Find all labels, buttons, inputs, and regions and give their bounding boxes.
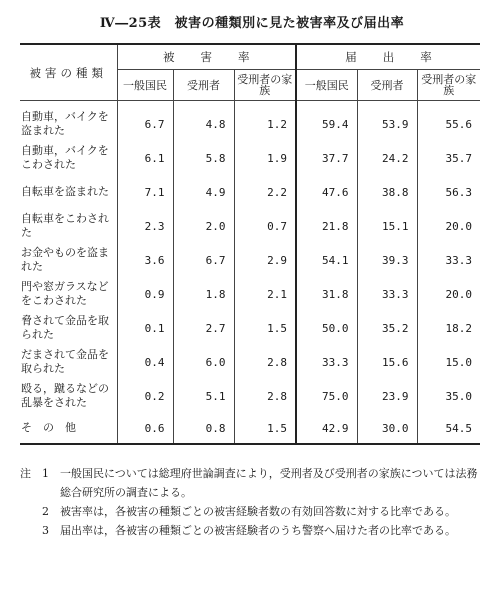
cell-value: 39.3 <box>357 243 417 277</box>
table-row <box>20 413 480 444</box>
cell-value: 2.1 <box>234 277 296 311</box>
cell-value: 35.0 <box>417 379 480 413</box>
cell-value: 3.6 <box>117 243 173 277</box>
cell-value: 54.1 <box>296 243 357 277</box>
cell-value: 2.8 <box>234 379 296 413</box>
cell-value: 1.9 <box>234 141 296 175</box>
table-row <box>20 101 480 142</box>
col-header-kind: 被害の種類 <box>20 44 117 101</box>
cell-value: 75.0 <box>296 379 357 413</box>
cell-value: 2.0 <box>173 209 234 243</box>
table-row <box>20 141 480 175</box>
note-text: 届出率は，各被害の種類ごとの被害経験者のうち警察へ届けた者の比率である。 <box>60 524 456 537</box>
note-text: 一般国民については総理府世論調査により，受刑者及び受刑者の家族については法務総合研究所の調査による。 <box>60 467 478 499</box>
note-number: 3 <box>42 524 49 537</box>
cell-value: 6.0 <box>173 345 234 379</box>
cell-value: 6.7 <box>173 243 234 277</box>
table-row <box>20 209 480 243</box>
cell-value: 2.7 <box>173 311 234 345</box>
cell-value: 4.8 <box>173 101 234 142</box>
cell-value: 59.4 <box>296 101 357 142</box>
cell-value: 2.8 <box>234 345 296 379</box>
note-text: 被害率は，各被害の種類ごとの被害経験者数の有効回答数に対する比率である。 <box>60 505 456 518</box>
table-notes <box>20 464 480 540</box>
cell-value: 0.2 <box>117 379 173 413</box>
cell-value: 50.0 <box>296 311 357 345</box>
cell-value: 15.0 <box>417 345 480 379</box>
note-item <box>20 464 480 502</box>
cell-value: 2.2 <box>234 175 296 209</box>
row-kind: そ の 他 <box>20 413 117 444</box>
table-row <box>20 345 480 379</box>
table-row <box>20 379 480 413</box>
cell-value: 0.6 <box>117 413 173 444</box>
cell-value: 55.6 <box>417 101 480 142</box>
cell-value: 15.1 <box>357 209 417 243</box>
row-kind: お金やものを盗まれた <box>21 246 109 273</box>
row-kind: 門や窓ガラスなどをこわされた <box>21 280 109 307</box>
cell-value: 5.8 <box>173 141 234 175</box>
row-kind: だまされて金品を取られた <box>21 348 109 375</box>
col-header-inmates-report: 受刑者 <box>357 70 417 101</box>
col-header-public-report: 一般国民 <box>296 70 357 101</box>
note-number: 1 <box>42 467 49 480</box>
cell-value: 20.0 <box>417 209 480 243</box>
row-kind: 自動車，バイクを盗まれた <box>21 110 109 137</box>
table-row <box>20 175 480 209</box>
note-number: 2 <box>42 505 49 518</box>
cell-value: 21.8 <box>296 209 357 243</box>
col-group-report-rate: 届出率 <box>296 44 480 70</box>
cell-value: 35.2 <box>357 311 417 345</box>
cell-value: 15.6 <box>357 345 417 379</box>
cell-value: 4.9 <box>173 175 234 209</box>
cell-value: 42.9 <box>296 413 357 444</box>
victimization-table <box>20 43 488 445</box>
cell-value: 56.3 <box>417 175 480 209</box>
cell-value: 1.5 <box>234 413 296 444</box>
cell-value: 1.8 <box>173 277 234 311</box>
table-row <box>20 311 480 345</box>
cell-value: 23.9 <box>357 379 417 413</box>
note-item <box>20 521 480 540</box>
cell-value: 5.1 <box>173 379 234 413</box>
cell-value: 2.3 <box>117 209 173 243</box>
cell-value: 38.8 <box>357 175 417 209</box>
cell-value: 1.5 <box>234 311 296 345</box>
cell-value: 1.2 <box>234 101 296 142</box>
note-mark: 注 <box>20 467 31 480</box>
cell-value: 53.9 <box>357 101 417 142</box>
row-kind: 脅されて金品を取られた <box>21 314 109 341</box>
note-item <box>20 502 480 521</box>
cell-value: 33.3 <box>296 345 357 379</box>
cell-value: 7.1 <box>117 175 173 209</box>
cell-value: 30.0 <box>357 413 417 444</box>
cell-value: 31.8 <box>296 277 357 311</box>
col-header-inmates-victim: 受刑者 <box>173 70 234 101</box>
col-group-victimization-rate: 被害率 <box>117 44 296 70</box>
row-kind: 殴る，蹴るなどの乱暴をされた <box>21 382 109 409</box>
cell-value: 2.9 <box>234 243 296 277</box>
col-header-families-report: 受刑者の家 族 <box>417 70 480 101</box>
cell-value: 24.2 <box>357 141 417 175</box>
cell-value: 18.2 <box>417 311 480 345</box>
col-header-public-victim: 一般国民 <box>117 70 173 101</box>
cell-value: 0.9 <box>117 277 173 311</box>
cell-value: 0.4 <box>117 345 173 379</box>
row-kind: 自転車をこわされた <box>21 212 109 239</box>
cell-value: 0.7 <box>234 209 296 243</box>
table-row <box>20 243 480 277</box>
cell-value: 47.6 <box>296 175 357 209</box>
table-row <box>20 277 480 311</box>
cell-value: 33.3 <box>357 277 417 311</box>
row-kind: 自転車を盗まれた <box>21 185 109 198</box>
cell-value: 33.3 <box>417 243 480 277</box>
cell-value: 37.7 <box>296 141 357 175</box>
cell-value: 0.1 <box>117 311 173 345</box>
cell-value: 35.7 <box>417 141 480 175</box>
cell-value: 6.7 <box>117 101 173 142</box>
cell-value: 0.8 <box>173 413 234 444</box>
table-title: Ⅳ―25表 被害の種類別に見た被害率及び届出率 <box>99 16 405 31</box>
cell-value: 20.0 <box>417 277 480 311</box>
col-header-families-victim: 受刑者の家 族 <box>234 70 296 101</box>
row-kind: 自動車，バイクをこわされた <box>21 144 109 171</box>
cell-value: 54.5 <box>417 413 480 444</box>
cell-value: 6.1 <box>117 141 173 175</box>
